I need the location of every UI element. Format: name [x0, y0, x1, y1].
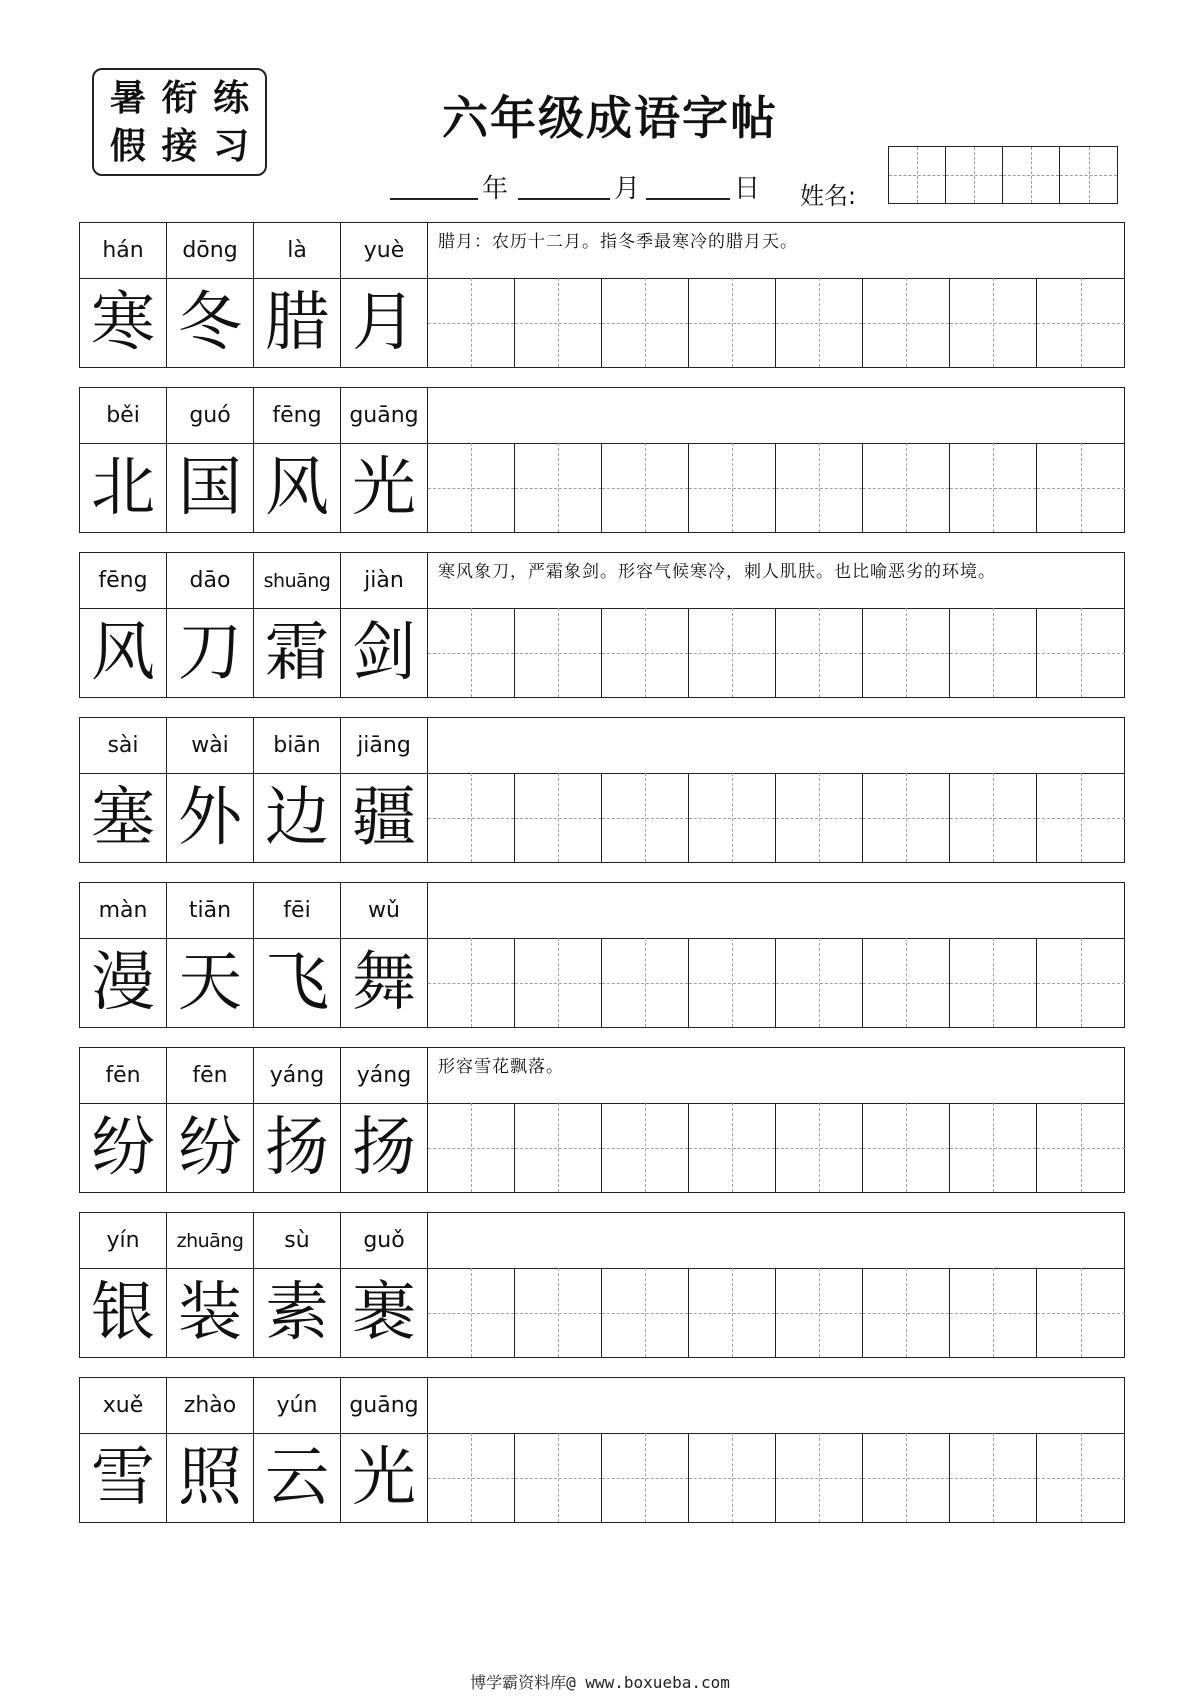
pinyin-cell: guāng — [341, 1378, 428, 1433]
name-boxes[interactable] — [888, 146, 1118, 204]
practice-grid-cell[interactable] — [1037, 1103, 1125, 1192]
pinyin-cell: yáng — [341, 1048, 428, 1103]
practice-grid-cell[interactable] — [428, 938, 515, 1027]
name-box[interactable] — [1060, 147, 1117, 203]
practice-grid-cell[interactable] — [776, 608, 863, 697]
idiom-meaning — [428, 388, 1124, 443]
practice-grid-cell[interactable] — [950, 278, 1037, 367]
model-character: 外 — [167, 773, 254, 862]
practice-grid-cell[interactable] — [776, 443, 863, 532]
practice-grid-cell[interactable] — [863, 1433, 950, 1522]
practice-grid-cell[interactable] — [1037, 938, 1125, 1027]
practice-grid-cell[interactable] — [602, 938, 689, 1027]
practice-grid-cell[interactable] — [689, 278, 776, 367]
practice-grid-cell[interactable] — [428, 278, 515, 367]
summer-practice-badge — [92, 68, 267, 176]
model-character: 扬 — [341, 1103, 428, 1192]
practice-grid-cell[interactable] — [950, 1103, 1037, 1192]
pinyin-cell: wài — [167, 718, 254, 773]
pinyin-cell: zhuāng — [167, 1213, 254, 1268]
idiom-block — [79, 387, 1125, 533]
pinyin-cell: sài — [80, 718, 167, 773]
practice-grid-cell[interactable] — [950, 1433, 1037, 1522]
practice-grid-cell[interactable] — [776, 1433, 863, 1522]
character-row — [80, 278, 1124, 367]
practice-grid-cell[interactable] — [950, 938, 1037, 1027]
character-row — [80, 1103, 1124, 1192]
model-character: 素 — [254, 1268, 341, 1357]
practice-grid-cell[interactable] — [1037, 608, 1125, 697]
model-character: 飞 — [254, 938, 341, 1027]
practice-grid-cell[interactable] — [689, 1433, 776, 1522]
model-character: 寒 — [80, 278, 167, 367]
pinyin-row — [80, 553, 1124, 609]
idiom-block — [79, 1212, 1125, 1358]
practice-grid-cell[interactable] — [428, 1268, 515, 1357]
year-label: 年 — [482, 174, 509, 204]
character-row — [80, 938, 1124, 1027]
character-row — [80, 773, 1124, 862]
practice-grid-cell[interactable] — [428, 1433, 515, 1522]
badge-char: 习 — [213, 125, 250, 167]
model-character: 光 — [341, 1433, 428, 1522]
practice-grid-cell[interactable] — [776, 1103, 863, 1192]
practice-grid-cell[interactable] — [1037, 1433, 1125, 1522]
pinyin-cell: dōng — [167, 223, 254, 278]
practice-grid-cell[interactable] — [689, 773, 776, 862]
practice-grid-cell[interactable] — [1037, 443, 1125, 532]
pinyin-cell: yáng — [254, 1048, 341, 1103]
idiom-block — [79, 717, 1125, 863]
model-character: 北 — [80, 443, 167, 532]
practice-grid-cell[interactable] — [950, 1268, 1037, 1357]
practice-grid-cell[interactable] — [689, 1268, 776, 1357]
practice-grid-cell[interactable] — [515, 938, 602, 1027]
pinyin-cell: yuè — [341, 223, 428, 278]
practice-grid-cell[interactable] — [776, 1268, 863, 1357]
pinyin-cell: dāo — [167, 553, 254, 608]
footer-watermark: 博学霸资料库@ www.boxueba.com — [470, 1673, 730, 1692]
idiom-block — [79, 882, 1125, 1028]
practice-grid-cell[interactable] — [1037, 773, 1125, 862]
pinyin-cell: zhào — [167, 1378, 254, 1433]
model-character: 剑 — [341, 608, 428, 697]
practice-grid-cell[interactable] — [689, 1103, 776, 1192]
model-character: 塞 — [80, 773, 167, 862]
pinyin-cell: běi — [80, 388, 167, 443]
model-character: 纷 — [167, 1103, 254, 1192]
practice-grid-cell[interactable] — [863, 938, 950, 1027]
badge-char: 练 — [213, 77, 250, 119]
practice-grid-cell[interactable] — [602, 608, 689, 697]
practice-grid-cell[interactable] — [515, 1268, 602, 1357]
practice-grid-cell[interactable] — [863, 1103, 950, 1192]
idiom-meaning — [428, 718, 1124, 773]
practice-grid-cell[interactable] — [863, 1268, 950, 1357]
idiom-block — [79, 552, 1125, 698]
pinyin-cell: xuě — [80, 1378, 167, 1433]
model-character: 冬 — [167, 278, 254, 367]
practice-grid-cell[interactable] — [602, 278, 689, 367]
model-character: 边 — [254, 773, 341, 862]
character-row — [80, 1433, 1124, 1522]
model-character: 雪 — [80, 1433, 167, 1522]
idiom-meaning: 形容雪花飘落。 — [438, 1057, 564, 1077]
year-blank[interactable] — [390, 168, 478, 200]
model-character: 疆 — [341, 773, 428, 862]
character-row — [80, 608, 1124, 697]
name-label: 姓名: — [800, 182, 857, 210]
practice-grid-cell[interactable] — [602, 1103, 689, 1192]
idiom-block — [79, 1377, 1125, 1523]
model-character: 纷 — [80, 1103, 167, 1192]
practice-grid-cell[interactable] — [428, 1103, 515, 1192]
model-character: 天 — [167, 938, 254, 1027]
idiom-meaning — [428, 1213, 1124, 1268]
practice-grid-cell[interactable] — [515, 1103, 602, 1192]
pinyin-row — [80, 1048, 1124, 1104]
model-character: 云 — [254, 1433, 341, 1522]
practice-grid-cell[interactable] — [515, 773, 602, 862]
pinyin-cell: biān — [254, 718, 341, 773]
practice-grid-cell[interactable] — [1037, 1268, 1125, 1357]
practice-grid-cell[interactable] — [1037, 278, 1125, 367]
pinyin-cell: tiān — [167, 883, 254, 938]
pinyin-cell: yún — [254, 1378, 341, 1433]
badge-char: 暑 — [109, 77, 146, 119]
practice-grid-cell[interactable] — [428, 773, 515, 862]
month-blank[interactable] — [518, 168, 610, 200]
idiom-meaning — [428, 883, 1124, 938]
day-label: 日 — [734, 174, 761, 204]
practice-grid-cell[interactable] — [776, 773, 863, 862]
character-row — [80, 1268, 1124, 1357]
practice-grid-cell[interactable] — [950, 608, 1037, 697]
practice-grid-cell[interactable] — [428, 443, 515, 532]
practice-grid-cell[interactable] — [515, 608, 602, 697]
model-character: 裹 — [341, 1268, 428, 1357]
model-character: 装 — [167, 1268, 254, 1357]
pinyin-row — [80, 388, 1124, 444]
practice-grid-cell[interactable] — [863, 278, 950, 367]
model-character: 风 — [254, 443, 341, 532]
practice-grid-cell[interactable] — [515, 278, 602, 367]
page-title: 六年级成语字帖 — [442, 91, 778, 145]
pinyin-cell: fēng — [80, 553, 167, 608]
pinyin-cell: wǔ — [341, 883, 428, 938]
model-character: 照 — [167, 1433, 254, 1522]
pinyin-cell: sù — [254, 1213, 341, 1268]
idiom-meaning: 寒风象刀，严霜象剑。形容气候寒冷，刺人肌肤。也比喻恶劣的环境。 — [438, 562, 996, 582]
practice-grid-cell[interactable] — [515, 443, 602, 532]
practice-grid-cell[interactable] — [950, 443, 1037, 532]
pinyin-cell: jiàn — [341, 553, 428, 608]
badge-char: 假 — [109, 125, 146, 167]
practice-grid-cell[interactable] — [776, 278, 863, 367]
badge-char: 接 — [161, 125, 198, 167]
practice-grid-cell[interactable] — [602, 773, 689, 862]
model-character: 银 — [80, 1268, 167, 1357]
practice-grid-cell[interactable] — [428, 608, 515, 697]
practice-grid-cell[interactable] — [689, 608, 776, 697]
practice-grid-cell[interactable] — [950, 773, 1037, 862]
model-character: 光 — [341, 443, 428, 532]
pinyin-cell: fēn — [80, 1048, 167, 1103]
idiom-meaning — [428, 1378, 1124, 1433]
pinyin-cell: fēn — [167, 1048, 254, 1103]
name-box[interactable] — [889, 147, 946, 203]
pinyin-row — [80, 223, 1124, 279]
pinyin-row — [80, 883, 1124, 939]
pinyin-row — [80, 1213, 1124, 1269]
pinyin-cell: fēng — [254, 388, 341, 443]
pinyin-cell: guāng — [341, 388, 428, 443]
pinyin-cell: yín — [80, 1213, 167, 1268]
pinyin-cell: guǒ — [341, 1213, 428, 1268]
pinyin-cell: hán — [80, 223, 167, 278]
model-character: 扬 — [254, 1103, 341, 1192]
pinyin-row — [80, 718, 1124, 774]
idiom-block — [79, 1047, 1125, 1193]
practice-grid-cell[interactable] — [863, 443, 950, 532]
practice-grid-cell[interactable] — [776, 938, 863, 1027]
model-character: 国 — [167, 443, 254, 532]
practice-grid-cell[interactable] — [602, 1268, 689, 1357]
pinyin-cell: guó — [167, 388, 254, 443]
model-character: 舞 — [341, 938, 428, 1027]
practice-grid-cell[interactable] — [602, 1433, 689, 1522]
date-line — [390, 168, 770, 204]
idiom-block — [79, 222, 1125, 368]
model-character: 漫 — [80, 938, 167, 1027]
pinyin-cell: màn — [80, 883, 167, 938]
day-blank[interactable] — [646, 168, 730, 200]
pinyin-cell: là — [254, 223, 341, 278]
practice-grid-cell[interactable] — [689, 443, 776, 532]
model-character: 风 — [80, 608, 167, 697]
model-character: 腊 — [254, 278, 341, 367]
name-box[interactable] — [1003, 147, 1060, 203]
practice-grid-cell[interactable] — [602, 443, 689, 532]
name-box[interactable] — [946, 147, 1003, 203]
practice-grid-cell[interactable] — [689, 938, 776, 1027]
practice-grid-cell[interactable] — [515, 1433, 602, 1522]
pinyin-row — [80, 1378, 1124, 1434]
model-character: 刀 — [167, 608, 254, 697]
model-character: 月 — [341, 278, 428, 367]
pinyin-cell: jiāng — [341, 718, 428, 773]
idiom-meaning: 腊月：农历十二月。指冬季最寒冷的腊月天。 — [438, 232, 798, 252]
badge-char: 衔 — [161, 77, 198, 119]
model-character: 霜 — [254, 608, 341, 697]
character-row — [80, 443, 1124, 532]
practice-grid-cell[interactable] — [863, 608, 950, 697]
pinyin-cell: shuāng — [254, 553, 341, 608]
pinyin-cell: fēi — [254, 883, 341, 938]
practice-grid-cell[interactable] — [863, 773, 950, 862]
month-label: 月 — [614, 174, 641, 204]
